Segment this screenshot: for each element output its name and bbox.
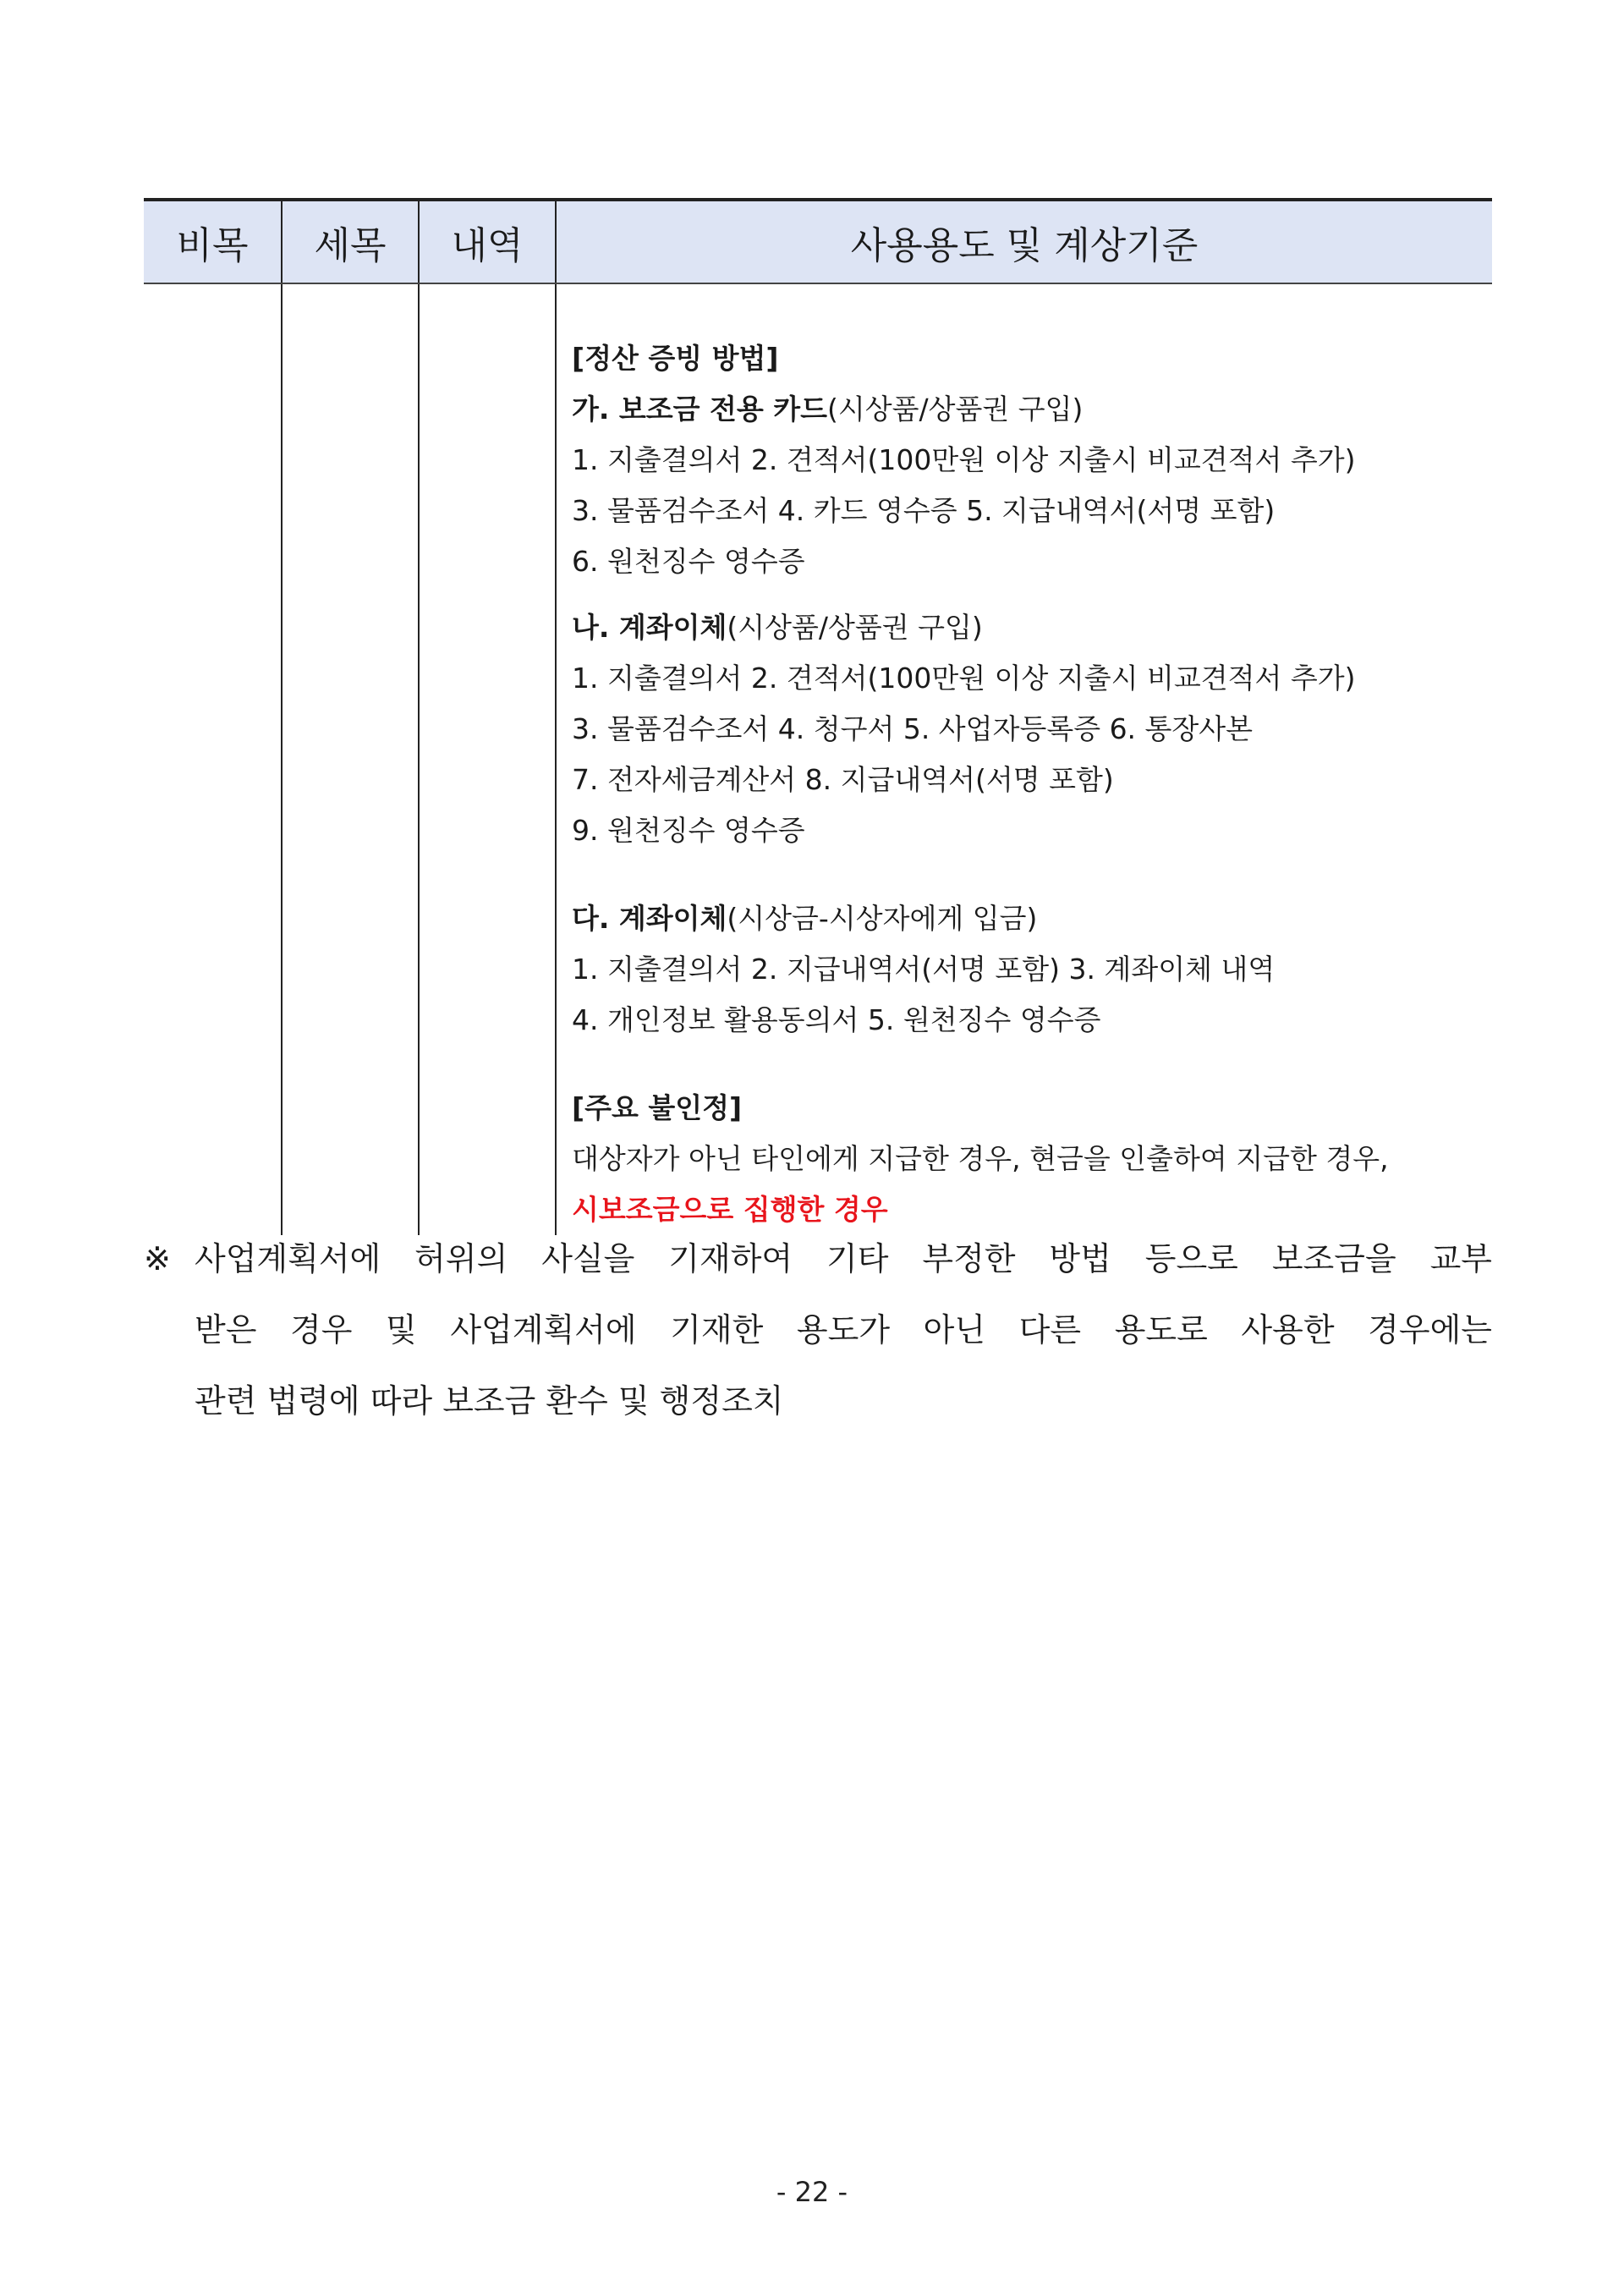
list-item: 9. 원천징수 영수증: [572, 814, 805, 847]
section-c-heading: 다. 계좌이체(시상금-시상자에게 입금): [572, 902, 1038, 935]
header-category: 비목: [144, 200, 282, 283]
disallow-highlight: 시보조금으로 집행한 경우: [572, 1193, 888, 1226]
notice-line-2: 받은 경우 및 사업계획서에 기재한 용도가 아닌 다른 용도로 사용한 경우에는: [195, 1311, 1492, 1348]
header-detail: 내역: [419, 200, 556, 283]
list-item: 1. 지출결의서 2. 견적서(100만원 이상 지출시 비교견적서 추가): [572, 443, 1356, 476]
cell-usage-criteria: [556, 283, 1492, 1235]
cell-subcategory: [282, 283, 419, 1235]
disallow-text: 대상자가 아닌 타인에게 지급한 경우, 현금을 인출하여 지급한 경우,: [572, 1142, 1389, 1175]
list-item: 3. 물품검수조서 4. 카드 영수증 5. 지급내역서(서명 포함): [572, 494, 1276, 527]
notice-block: [144, 1223, 1492, 1436]
disallow-title: [주요 불인정]: [572, 1091, 743, 1124]
budget-table: [144, 198, 1492, 1235]
list-item: 3. 물품검수조서 4. 청구서 5. 사업자등록증 6. 통장사본: [572, 712, 1254, 745]
list-item: 7. 전자세금계산서 8. 지급내역서(서명 포함): [572, 763, 1114, 796]
list-item: 4. 개인정보 활용동의서 5. 원천징수 영수증: [572, 1003, 1101, 1036]
notice-line-3: 관련 법령에 따라 보조금 환수 및 행정조치: [195, 1382, 784, 1420]
page-number: - 22 -: [776, 2176, 848, 2208]
reference-mark: ※: [144, 1240, 171, 1277]
notice-line-1: 사업계획서에 허위의 사실을 기재하여 기타 부정한 방법 등으로 보조금을 교부: [195, 1240, 1492, 1277]
usage-content: [557, 284, 1492, 1235]
header-usage-criteria: 사용용도 및 계상기준: [556, 200, 1492, 283]
proof-method-title: [정산 증빙 방법]: [572, 342, 779, 375]
section-b-heading: 나. 계좌이체(시상품/상품권 구입): [572, 611, 983, 644]
cell-category: [144, 283, 282, 1235]
list-item: 6. 원천징수 영수증: [572, 545, 805, 578]
list-item: 1. 지출결의서 2. 지급내역서(서명 포함) 3. 계좌이체 내역: [572, 953, 1276, 986]
list-item: 1. 지출결의서 2. 견적서(100만원 이상 지출시 비교견적서 추가): [572, 662, 1356, 695]
table-header-row: [144, 200, 1492, 283]
cell-detail: [419, 283, 556, 1235]
table-row: [144, 283, 1492, 1235]
header-subcategory: 세목: [282, 200, 419, 283]
section-a-heading: 가. 보조금 전용 카드(시상품/상품권 구입): [572, 393, 1084, 426]
